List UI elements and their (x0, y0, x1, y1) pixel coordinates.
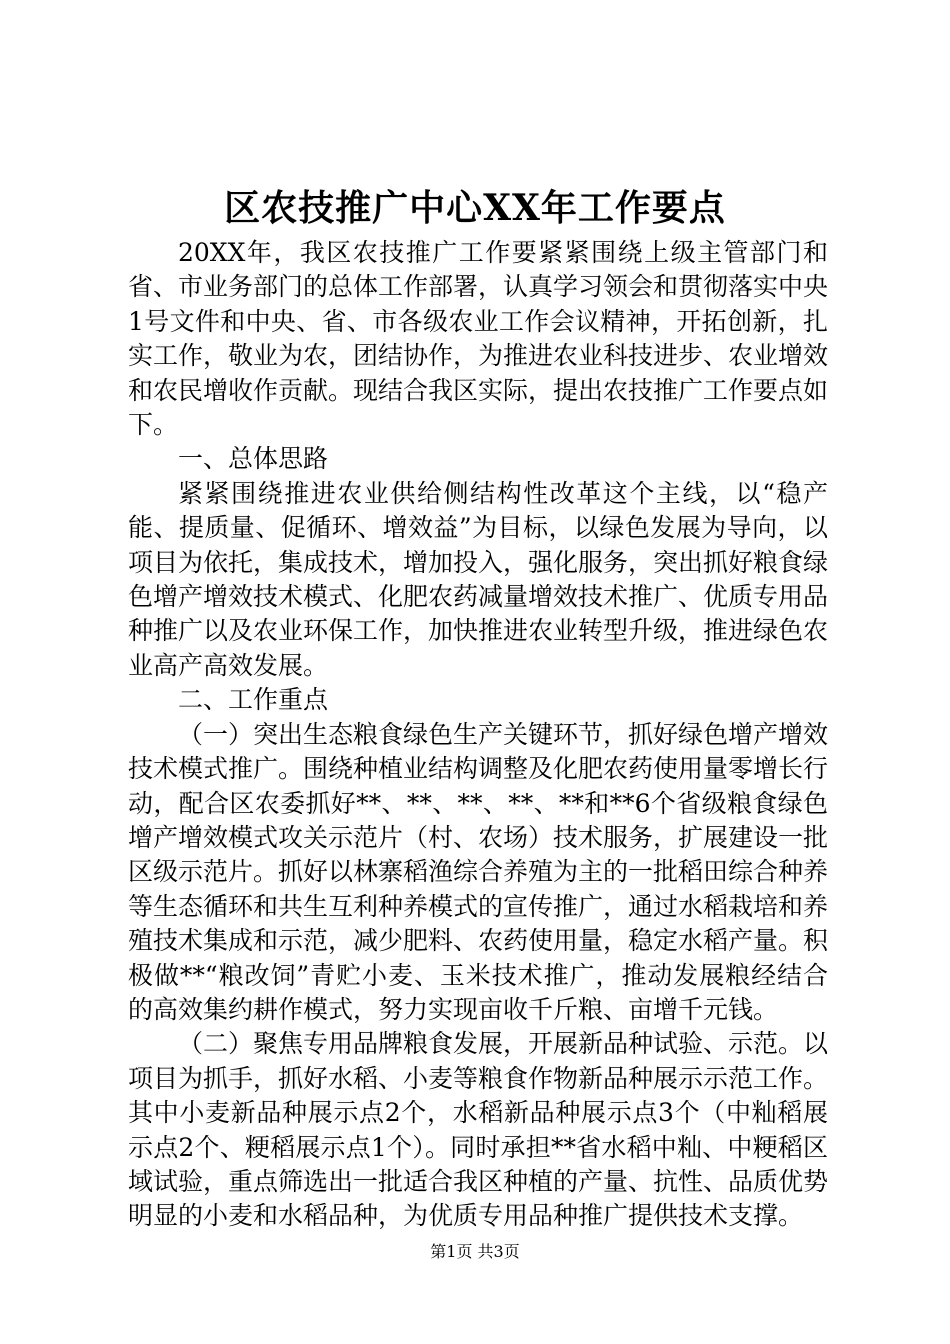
paragraph-key-work-1: （一）突出生态粮食绿色生产关键环节，抓好绿色增产增效技术模式推广。围绕种植业结构调整及化肥农药使用量零增长行动，配合区农委抓好**、**、**、**、**和**6个省级粮食绿色增产增效模式攻关示范片（村、农场）技术服务，扩展建设一批区级示范片。抓好以林寨稻渔综合养殖为主的一批稻田综合种养等生态循环和共生互利种养模式的宣传推广，通过水稻栽培和养殖技术集成和示范，减少肥料、农药使用量，稳定水稻产量。积极做**“粮改饲”青贮小麦、玉米技术推广，推动发展粮经结合的高效集约耕作模式，努力实现亩收千斤粮、亩增千元钱。 (128, 719, 829, 1024)
section-heading-overall-approach: 一、总体思路 (178, 444, 329, 474)
section-heading-key-work: 二、工作重点 (178, 685, 329, 715)
paragraph-overall-approach: 紧紧围绕推进农业供给侧结构性改革这个主线，以“稳产能、提质量、促循环、增效益”为目标，以绿色发展为导向，以项目为依托，集成技术，增加投入，强化服务，突出抓好粮食绿色增产增效技术模式、化肥农药减量增效技术推广、优质专用品种推广以及农业环保工作，加快推进农业转型升级，推进绿色农业高产高效发展。 (128, 478, 829, 680)
document-title: 区农技推广中心XX年工作要点 (224, 187, 726, 229)
page-footer: 第1页 共3页 (430, 1242, 520, 1261)
paragraph-key-work-2: （二）聚焦专用品牌粮食发展，开展新品种试验、示范。以项目为抓手，抓好水稻、小麦等粮食作物新品种展示示范工作。其中小麦新品种展示点2个，水稻新品种展示点3个（中籼稻展示点2个、粳稻展示点1个）。同时承担**省水稻中籼、中粳稻区域试验，重点筛选出一批适合我区种植的产量、抗性、品质优势明显的小麦和水稻品种，为优质专用品种推广提供技术支撑。 (128, 1029, 829, 1231)
paragraph-intro: 20XX年，我区农技推广工作要紧紧围绕上级主管部门和省、市业务部门的总体工作部署，认真学习领会和贯彻落实中央1号文件和中央、省、市各级农业工作会议精神，开拓创新，扎实工作，敬业为农，团结协作，为推进农业科技进步、农业增效和农民增收作贡献。现结合我区实际，提出农技推广工作要点如下。 (128, 238, 829, 440)
document-body (128, 236, 828, 1234)
